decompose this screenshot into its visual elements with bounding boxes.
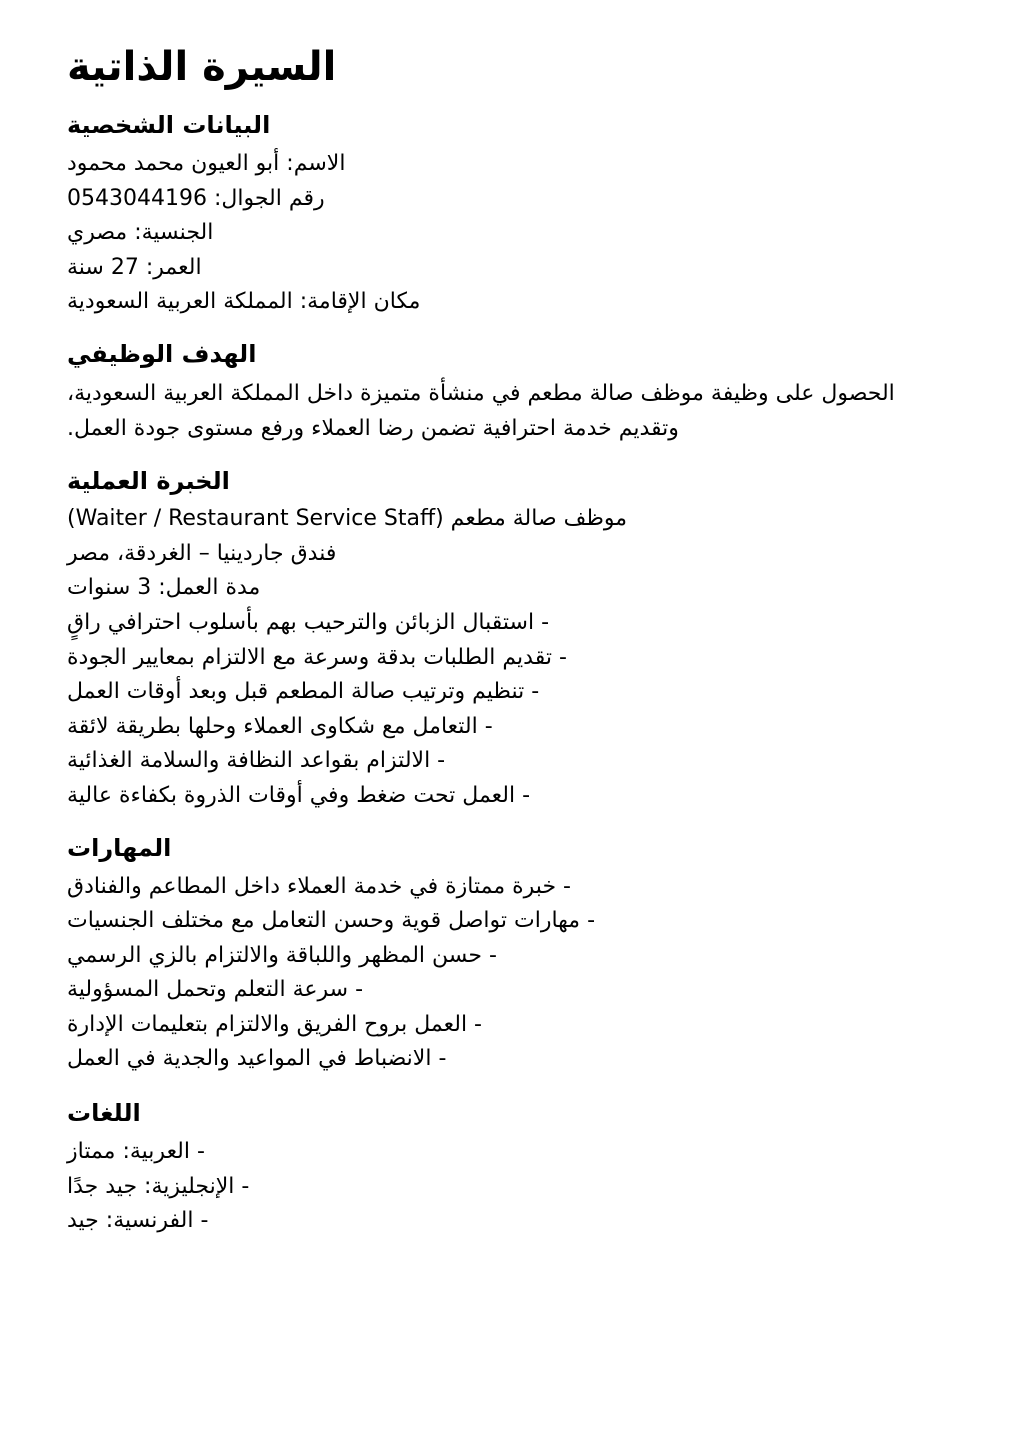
skill-item: - سرعة التعلم وتحمل المسؤولية — [67, 977, 364, 1003]
skill-item: - حسن المظهر واللباقة والالتزام بالزي الرسمي — [67, 942, 497, 968]
objective-line-2: وتقديم خدمة احترافية تضمن رضا العملاء ورفع مستوى جودة العمل. — [67, 415, 679, 441]
skills-heading: المهارات — [67, 833, 172, 862]
age-line: العمر: 27 سنة — [67, 254, 202, 280]
experience-section — [67, 502, 1007, 813]
experience-heading: الخبرة العملية — [67, 467, 230, 496]
workplace-line: فندق جاردينيا – الغردقة، مصر — [67, 540, 337, 566]
personal-info-heading: البيانات الشخصية — [67, 111, 271, 139]
cv-document — [67, 38, 1007, 1239]
skill-item: - خبرة ممتازة في خدمة العملاء داخل المطاعم والفنادق — [67, 873, 571, 899]
objective-section — [67, 377, 1007, 446]
skill-item: - مهارات تواصل قوية وحسن التعامل مع مختلف الجنسيات — [67, 908, 596, 934]
phone-line: رقم الجوال: 0543044196 — [67, 185, 325, 211]
name-line: الاسم: أبو العيون محمد محمود — [67, 151, 346, 176]
languages-heading: اللغات — [67, 1099, 141, 1128]
language-item: - الإنجليزية: جيد جدًا — [67, 1173, 250, 1199]
page-title: السيرة الذاتية — [67, 44, 337, 90]
language-item: - الفرنسية: جيد — [67, 1208, 209, 1234]
residence-line: مكان الإقامة: المملكة العربية السعودية — [67, 289, 421, 315]
duty-item: - العمل تحت ضغط وفي أوقات الذروة بكفاءة عالية — [67, 782, 531, 808]
job-title-line: موظف صالة مطعم (Waiter / Restaurant Service Staff) — [67, 506, 628, 532]
duty-item: - تنظيم وترتيب صالة المطعم قبل وبعد أوقات العمل — [67, 679, 540, 705]
nationality-line: الجنسية: مصري — [67, 220, 214, 246]
skills-section — [67, 870, 1007, 1078]
objective-heading: الهدف الوظيفي — [67, 339, 257, 368]
duty-item: - استقبال الزبائن والترحيب بهم بأسلوب احترافي راقٍ — [67, 609, 550, 635]
duty-item: - التعامل مع شكاوى العملاء وحلها بطريقة لائقة — [67, 713, 493, 739]
objective-line-1: الحصول على وظيفة موظف صالة مطعم في منشأة متميزة داخل المملكة العربية السعودية، — [67, 380, 895, 406]
duration-line: مدة العمل: 3 سنوات — [67, 575, 261, 601]
skill-item: - العمل بروح الفريق والالتزام بتعليمات الإدارة — [67, 1011, 482, 1037]
language-item: - العربية: ممتاز — [67, 1139, 205, 1165]
duty-item: - تقديم الطلبات بدقة وسرعة مع الالتزام بمعايير الجودة — [67, 644, 567, 670]
languages-section — [67, 1135, 1007, 1239]
personal-info-section — [67, 147, 1007, 320]
duty-item: - الالتزام بقواعد النظافة والسلامة الغذائية — [67, 748, 446, 774]
skill-item: - الانضباط في المواعيد والجدية في العمل — [67, 1046, 447, 1072]
